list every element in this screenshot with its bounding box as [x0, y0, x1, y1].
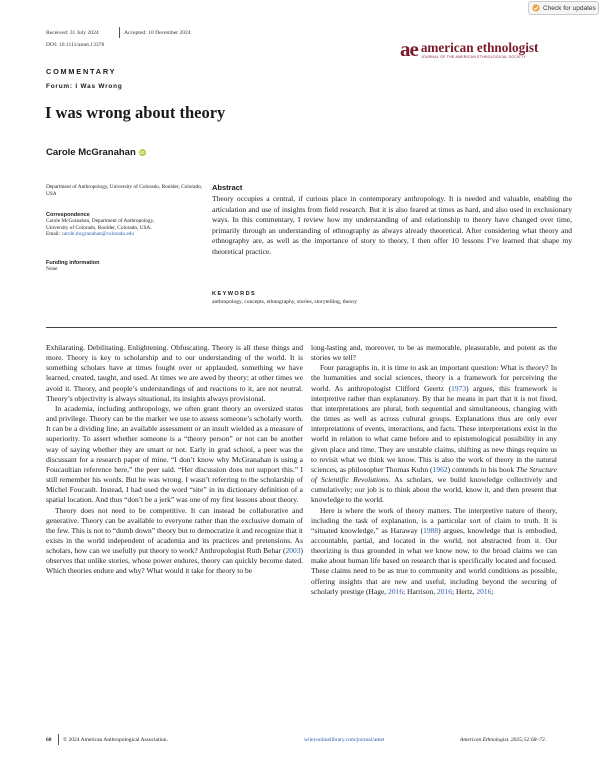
citation-link[interactable]: 2016 — [388, 586, 404, 596]
article-title: I was wrong about theory — [45, 103, 226, 122]
abstract-heading: Abstract — [212, 183, 243, 192]
check-updates-icon — [532, 4, 540, 12]
correspondence-line-2: University of Colorado, Boulder, Colorado, USA. — [46, 224, 152, 231]
section-label: COMMENTARY — [46, 67, 117, 76]
email-link[interactable]: carole.mcgranahan@colorado.edu — [61, 231, 134, 238]
journal-logo[interactable] — [400, 37, 539, 61]
author-affiliation: Department of Anthropology, University of Colorado, Boulder, Colorado, USA — [46, 184, 203, 197]
body-left-column — [46, 343, 303, 577]
journal-url-link[interactable]: wileyonlinelibrary.com/journal/amet — [304, 737, 385, 743]
accepted-date: Accepted: 10 December 2024 — [124, 30, 191, 36]
copyright: © 2024 American Anthropological Association. — [63, 737, 168, 743]
right-paragraph-2: Four paragraphs in, it is time to ask an important question: What is theory? In the humanities and social sciences, theory is a framework for perceiving the world. As anthropologist Clifford Geertz (1973) argues, this framework is interpretive rather than explanatory. By that he means in part that it is not fixed, that interpretations are plural, both sequential and simultaneous, changing with the times as well as across cultural groups. Explanations thus are only ever interpretations of events, interactions, and facts. These interpretations exist in the world in relation to what came before and to epistemological possibility in any given place and time. They are unstable claims, shifting as new things require us to revisit what we think we know. This is also the work of theory in the natural sciences, as philosopher Thomas Kuhn (1962) contends in his book The Structure of Scientific Revolutions. As scholars, we build knowledge collectively and cumulatively; our job is to think about the world, know it, and then present that knowledge to the world. — [311, 363, 558, 505]
email-label: Email: — [46, 231, 61, 238]
journal-logo-mark: ae — [400, 37, 418, 61]
header-divider — [119, 27, 120, 38]
journal-name: american ethnologist — [420, 40, 539, 55]
author-line — [46, 147, 146, 158]
orcid-icon[interactable]: iD — [140, 150, 145, 155]
body-right-column — [311, 343, 557, 597]
abstract-text: Theory occupies a central, if curious place in contemporary anthropology. It is needed and valuable, enabling the articulation and use of insights from field research. But it is also feared at times as hard, and also used in exclusionary ways. In this commentary, I review how my understanding of and relationship to theory have changed over time, primarily through an understanding of ethnography as always already theoretical. After considering what theory and ethnography are, as well as the importance of story to theory, I then offer 10 lessons I’ve learned that shape my theoretical practice. — [212, 194, 572, 256]
check-for-updates-label: Check for updates — [543, 4, 596, 12]
book-title: The Structure of Scientific Revolutions. — [311, 464, 558, 485]
journal-citation: American Ethnologist. 2025;52:68–72. — [460, 737, 547, 743]
page-number: 68 — [46, 737, 52, 743]
front-matter-rule — [46, 327, 557, 328]
citation-link[interactable]: 2016 — [476, 586, 492, 596]
citation-link[interactable]: 2003 — [285, 546, 301, 556]
correspondence-heading: Correspondence — [46, 212, 90, 218]
forum-label: Forum: I Was Wrong — [46, 83, 123, 90]
citation-link[interactable]: 1988 — [423, 525, 439, 535]
citation-link[interactable]: 1962 — [432, 464, 448, 474]
funding-value: None — [46, 266, 58, 272]
doi: DOI: 10.1111/amet.13378 — [46, 42, 105, 48]
left-paragraph-1: Exhilarating. Debilitating. Enlightening. Obfuscating. Theory is all these things and more. Theory is key to scholarship and to our understanding of the world. It is something scholars have at times fought over or applauded, something we have learned, created, taught, and used. At times we are awed by theory; at other times we avoid it. Theory, and people’s understandings of and reactions to it, are not neutral. Theory’s objectivity is always situational, its insights always provisional. — [46, 343, 303, 403]
received-date: Received: 31 July 2024 — [46, 30, 99, 36]
funding-block — [46, 260, 206, 273]
keywords-text: anthropology, concepts, ethnography, stories, storytelling, theory — [212, 299, 357, 305]
correspondence-line-1: Carole McGranahan, Department of Anthropology, — [46, 218, 155, 224]
author-name: Carole McGranahan — [46, 147, 136, 158]
right-paragraph-1: long-lasting and, moreover, to be as memorable, pleasurable, and potent as the stories we tell? — [311, 343, 557, 363]
journal-subtitle: JOURNAL OF THE AMERICAN ETHNOLOGICAL SOCIETY — [420, 55, 526, 59]
footer-divider — [58, 734, 59, 745]
left-paragraph-3: Theory does not need to be competitive. It can instead be collaborative and generative. Theory can be available to everyone rather than the exclusive domain of the few. This is not to “dumb down” theory but to democratize it and recognize that it exists in the world independent of academia and its practices and pretensions. As scholars, how can we usefully put theory to work? Anthropologist Ruth Behar (2003) observes that unlike stories, whose power endures, theory can quickly become dated. Which theories endure and why? What would it take for theory to be — [46, 505, 303, 576]
funding-heading: Funding information — [46, 260, 100, 266]
correspondence-block — [46, 212, 211, 238]
check-for-updates-button[interactable] — [528, 1, 599, 15]
email-line — [46, 231, 206, 238]
left-paragraph-2: In academia, including anthropology, we often grant theory an oversized status and privilege. Theory can be the marker we use to assess someone’s scholarly worth. It can be a dividing line, an available assessment or an insult wielded as a measure of superiority. To assert whether someone is a “theory person” or not can be another way of saying whether they are smart or not. Early in grad school, a peer was the discussant for a research paper of mine. “I don’t know why McGranahan is using a Foucaultian reference here,” the peer said. “Her discussion does not support this.” I still remember his words. But he was wrong. I wasn’t referring to the scholarship of Michel Foucault. Instead, I had used the word “site” in its dictionary definition of a spatial location. And thus “don’t be a jerk” was one of my first lessons about theory. — [46, 403, 303, 505]
right-paragraph-3: Here is where the work of theory matters. The interpretive nature of theory, including the task of explanation, is a particular sort of claim to truth. It is “situated knowledge,” as Haraway (1988) argues, knowledge that is embodied, accountable, partial, and located in the world, not abstracted from it. Our theorizing is thus grounded in what we know now, to the broad claims we can make about human life based on research that is specifically located and focused. These claims need to be as true to community and world conditions as possible, offering insights that are new and useful, including beyond the securing of scholarly prestige (Hage, 2016; Harrison, 2016; Hertz, 2016; — [311, 505, 557, 596]
keywords-heading: KEYWORDS — [212, 291, 257, 297]
citation-link[interactable]: 1973 — [451, 383, 467, 393]
citation-link[interactable]: 2016 — [437, 586, 453, 596]
